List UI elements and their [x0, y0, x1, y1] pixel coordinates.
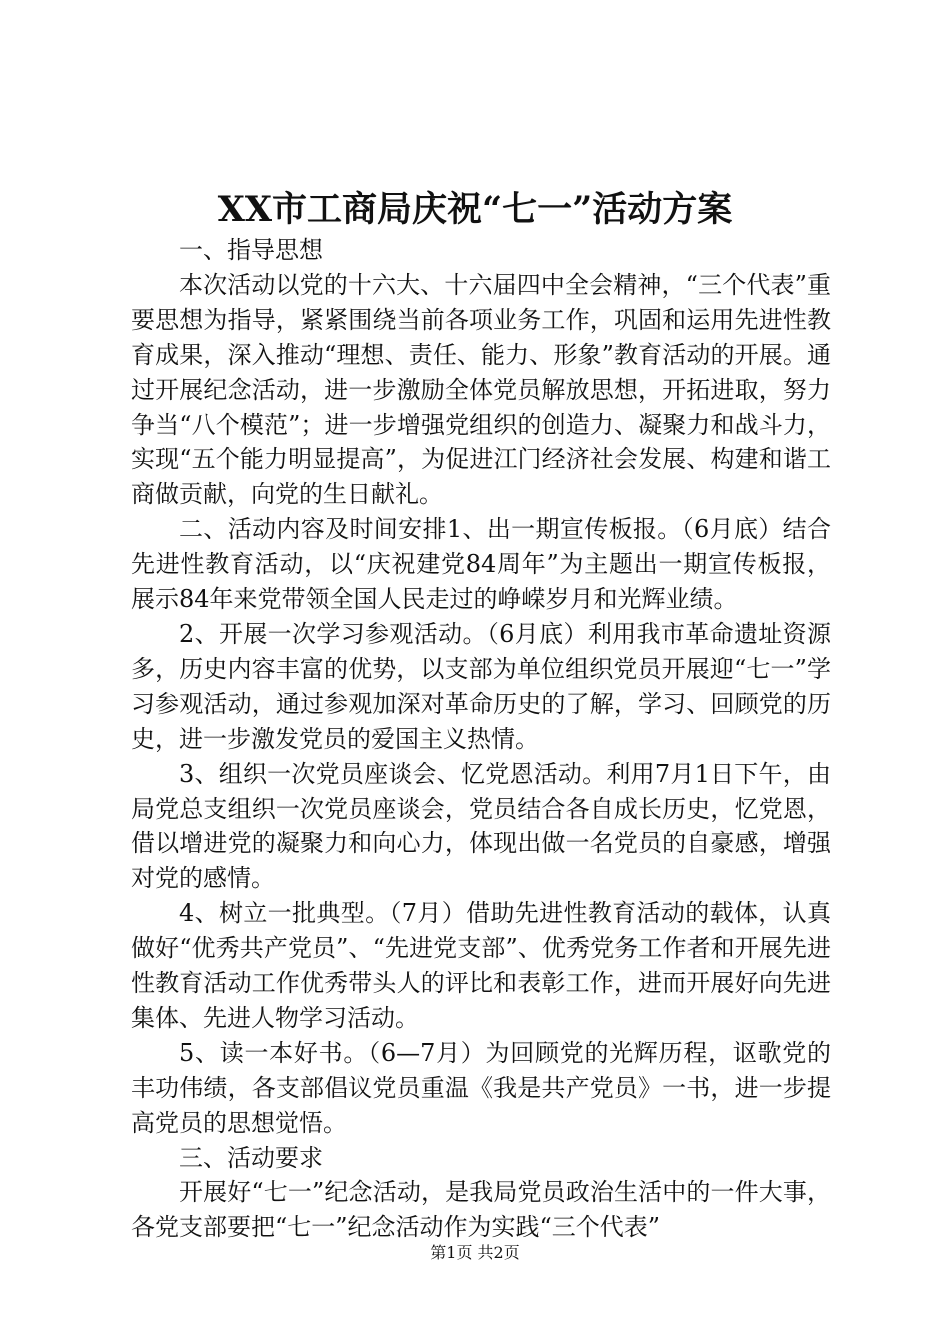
page-footer: 第1页 共2页	[430, 1243, 520, 1262]
section-heading-activity-requirements: 三、活动要求	[179, 1143, 323, 1172]
document-title: XX市工商局庆祝“七一”活动方案	[217, 189, 733, 230]
paragraph-activity-content-3: 3、组织一次党员座谈会、忆党恩活动。利用7月1日下午，由局党总支组织一次党员座谈会，党员结合各自成长历史，忆党恩，借以增进党的凝聚力和向心力，体现出做一名党员的自豪感，增强对党的感情。	[131, 759, 831, 893]
paragraph-guiding-ideology: 本次活动以党的十六大、十六届四中全会精神，“三个代表”重要思想为指导，紧紧围绕当前各项业务工作，巩固和运用先进性教育成果，深入推动“理想、责任、能力、形象”教育活动的开展。通过开展纪念活动，进一步激励全体党员解放思想，开拓进取，努力争当“八个模范”；进一步增强党组织的创造力、凝聚力和战斗力，实现“五个能力明显提高”，为促进江门经济社会发展、构建和谐工商做贡献，向党的生日献礼。	[131, 270, 831, 509]
paragraph-activity-content-2: 2、开展一次学习参观活动。（6月底）利用我市革命遗址资源多，历史内容丰富的优势，以支部为单位组织党员开展迎“七一”学习参观活动，通过参观加深对革命历史的了解，学习、回顾党的历史，进一步激发党员的爱国主义热情。	[131, 619, 831, 753]
paragraph-activity-requirements: 开展好“七一”纪念活动，是我局党员政治生活中的一件大事，各党支部要把“七一”纪念活动作为实践“三个代表”	[131, 1178, 831, 1242]
paragraph-activity-content-5: 5、读一本好书。（6—7月）为回顾党的光辉历程，讴歌党的丰功伟绩，各支部倡议党员重温《我是共产党员》一书，进一步提高党员的思想觉悟。	[131, 1038, 831, 1137]
document-body	[131, 233, 831, 1245]
paragraph-activity-content-1: 二、活动内容及时间安排1、出一期宣传板报。（6月底）结合先进性教育活动，以“庆祝建党84周年”为主题出一期宣传板报，展示84年来党带领全国人民走过的峥嵘岁月和光辉业绩。	[131, 515, 831, 614]
paragraph-activity-content-4: 4、树立一批典型。（7月）借助先进性教育活动的载体，认真做好“优秀共产党员”、“先进党支部”、优秀党务工作者和开展先进性教育活动工作优秀带头人的评比和表彰工作，进而开展好向先进集体、先进人物学习活动。	[131, 899, 831, 1032]
section-heading-guiding-ideology: 一、指导思想	[179, 236, 323, 264]
